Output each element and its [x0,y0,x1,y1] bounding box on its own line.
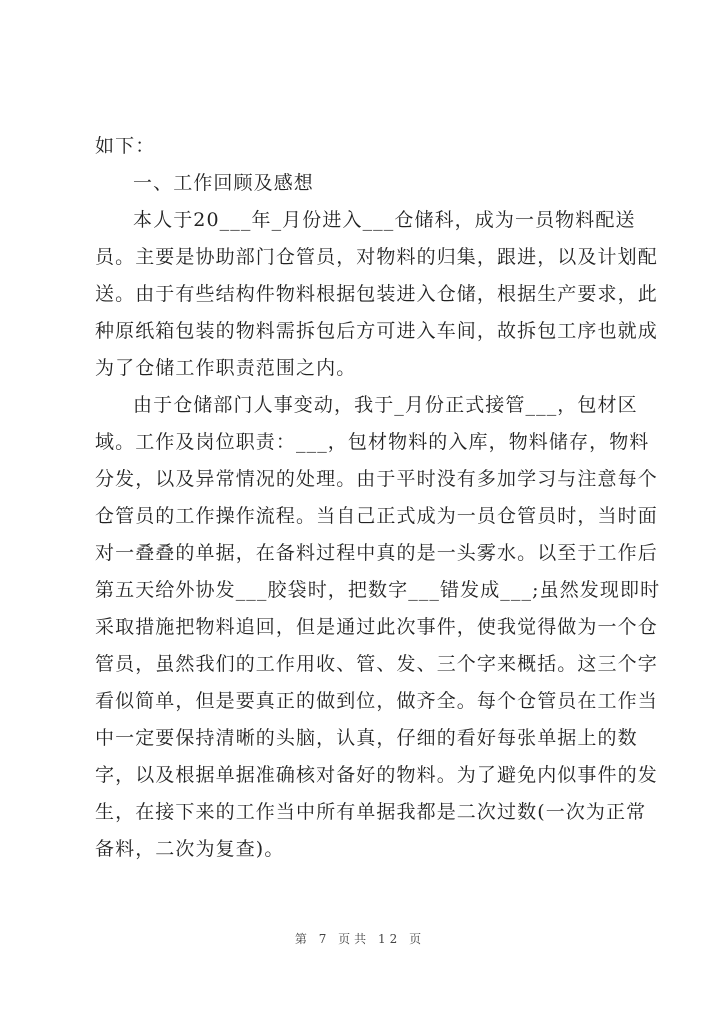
paragraph-2-line-4: 仓管员的工作操作流程。当自己正式成为一员仓管员时，当时面 [95,505,658,527]
paragraph-1-line-4: 种原纸箱包装的物料需拆包后方可进入车间，故拆包工序也就成 [95,320,658,342]
paragraph-2-line-7: 采取措施把物料追回，但是通过此次事件，使我觉得做为一个仓 [95,616,658,638]
paragraph-1-line-2: 员。主要是协助部门仓管员，对物料的归集，跟进，以及计划配 [95,246,658,268]
paragraph-2-line-8: 管员，虽然我们的工作用收、管、发、三个字来概括。这三个字 [95,653,658,675]
section-heading: 一、工作回顾及感想 [133,172,314,194]
paragraph-1-line-3: 送。由于有些结构件物料根据包装进入仓储，根据生产要求，此 [95,283,658,305]
paragraph-2-line-12: 生，在接下来的工作当中所有单据我都是二次过数(一次为正常 [95,801,647,823]
paragraph-2-line-1: 由于仓储部门人事变动，我于_月份正式接管___，包材区 [133,394,638,416]
paragraph-2-line-10: 中一定要保持清晰的头脑，认真，仔细的看好每张单据上的数 [95,727,638,749]
paragraph-2-line-2: 域。工作及岗位职责：___，包材物料的入库，物料储存，物料 [95,431,650,453]
text-line-intro: 如下： [95,135,156,157]
paragraph-1-line-1: 本人于20___年_月份进入___仓储科，成为一员物料配送 [133,209,636,231]
paragraph-1-line-5: 为了仓储工作职责范围之内。 [95,357,357,379]
paragraph-2-line-11: 字，以及根据单据准确核对备好的物料。为了避免内似事件的发 [95,764,658,786]
paragraph-2-line-9: 看似简单，但是要真正的做到位，做齐全。每个仓管员在工作当 [95,690,658,712]
paragraph-2-line-3: 分发，以及异常情况的处理。由于平时没有多加学习与注意每个 [95,468,658,490]
page-number-footer: 第 7 页共 12 页 [294,932,426,946]
document-body [95,128,661,868]
paragraph-2-line-13: 备料，二次为复查)。 [95,838,285,860]
paragraph-2-line-5: 对一叠叠的单据，在备料过程中真的是一头雾水。以至于工作后 [95,542,658,564]
paragraph-2-line-6: 第五天给外协发___胶袋时，把数字___错发成___;虽然发现即时 [95,579,661,601]
